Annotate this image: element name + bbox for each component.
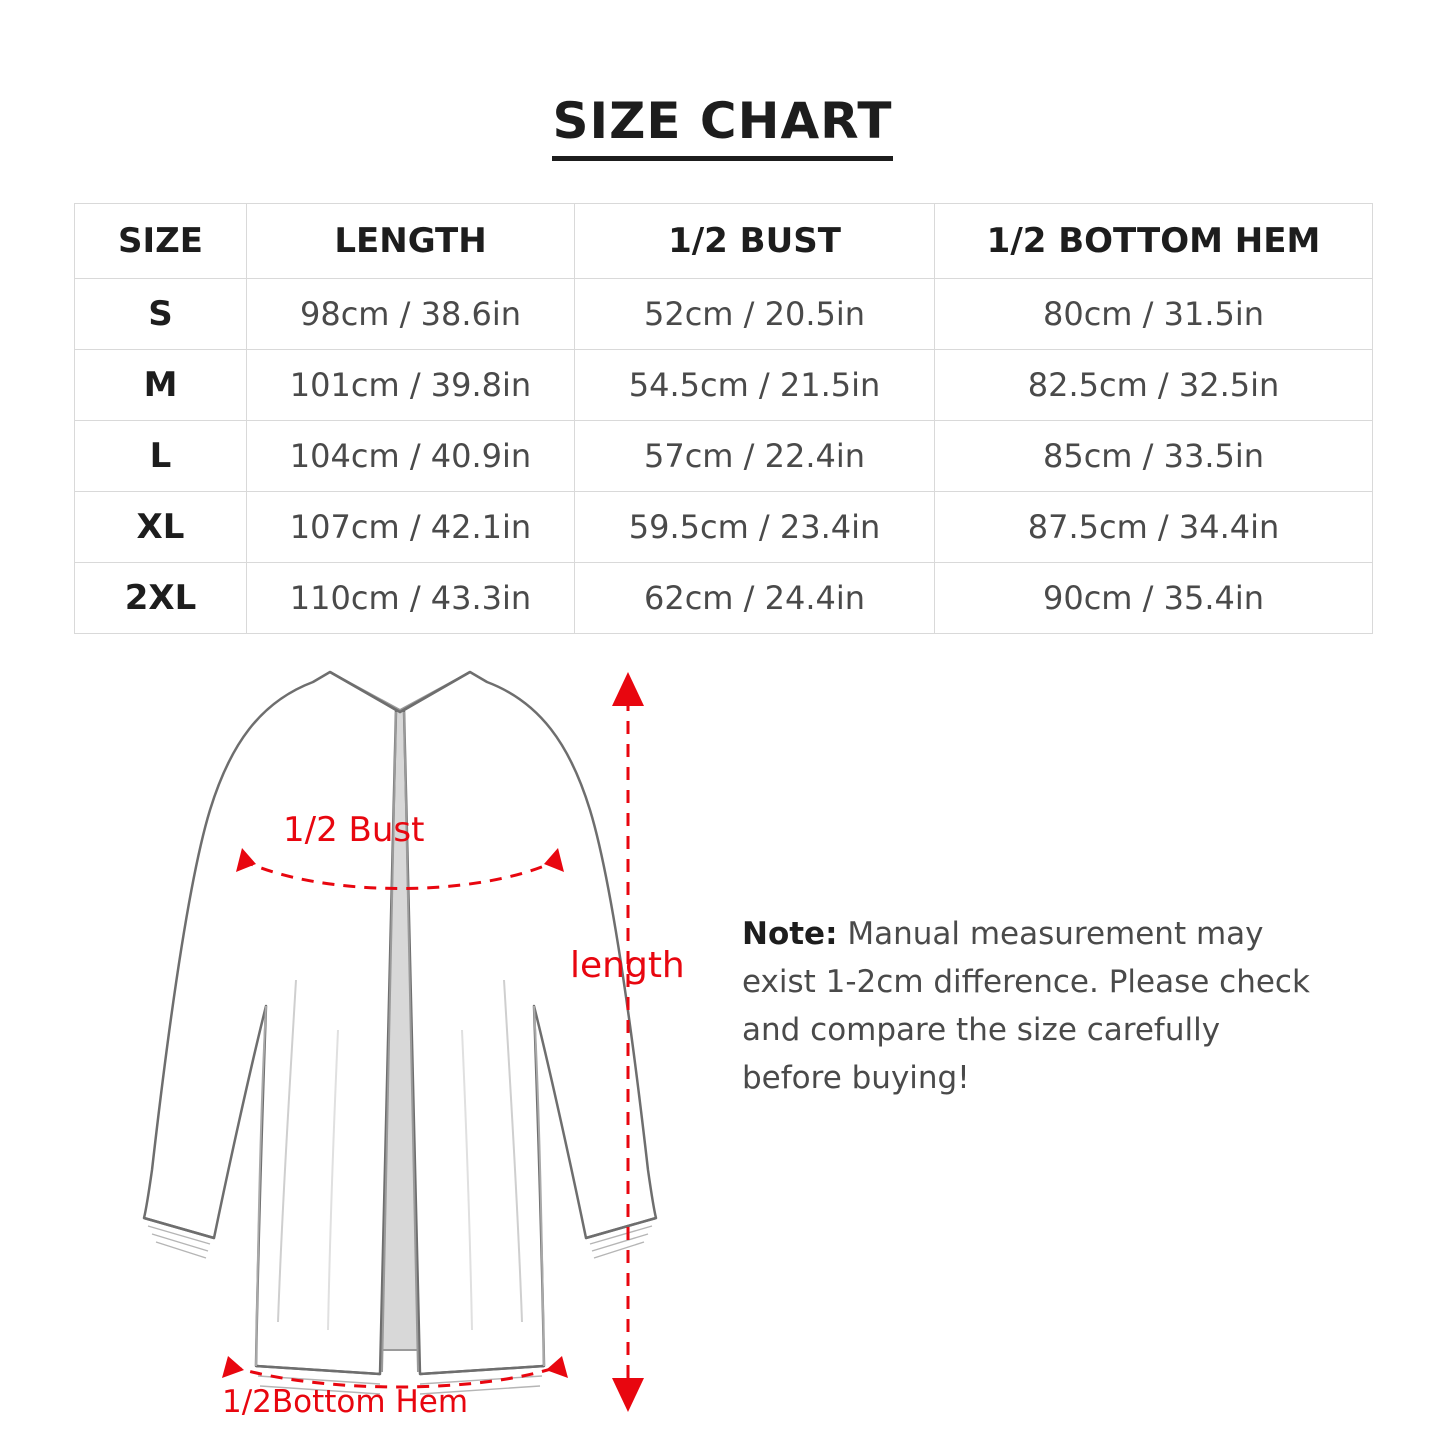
cell-half-bust: 52cm / 20.5in <box>575 279 935 350</box>
column-header-length: LENGTH <box>247 204 575 279</box>
cell-size: S <box>75 279 247 350</box>
cell-half-bottom-hem: 80cm / 31.5in <box>935 279 1373 350</box>
cell-half-bottom-hem: 90cm / 35.4in <box>935 563 1373 634</box>
page-title <box>0 92 1445 150</box>
cell-size: M <box>75 350 247 421</box>
cell-size: XL <box>75 492 247 563</box>
page-title-text: SIZE CHART <box>552 92 892 161</box>
table-row <box>75 350 1373 421</box>
cell-size: L <box>75 421 247 492</box>
bust-measure-label: 1/2 Bust <box>283 810 425 850</box>
size-chart-table <box>74 203 1373 634</box>
hem-measure-label: 1/2Bottom Hem <box>222 1384 469 1420</box>
size-chart-table-wrapper <box>74 203 1372 634</box>
cell-half-bottom-hem: 85cm / 33.5in <box>935 421 1373 492</box>
table-header-row <box>75 204 1373 279</box>
note-body: Manual measurement may exist 1-2cm difference. Please check and compare the size carefully before buying! <box>742 916 1310 1097</box>
cell-length: 98cm / 38.6in <box>247 279 575 350</box>
cell-half-bottom-hem: 82.5cm / 32.5in <box>935 350 1373 421</box>
table-row <box>75 492 1373 563</box>
cell-size: 2XL <box>75 563 247 634</box>
column-header-size: SIZE <box>75 204 247 279</box>
cell-length: 110cm / 43.3in <box>247 563 575 634</box>
table-row <box>75 279 1373 350</box>
column-header-half-bust: 1/2 BUST <box>575 204 935 279</box>
length-arrow-icon <box>600 672 656 1412</box>
table-row <box>75 421 1373 492</box>
cell-half-bottom-hem: 87.5cm / 34.4in <box>935 492 1373 563</box>
length-measure-label: length <box>570 945 685 986</box>
cell-half-bust: 62cm / 24.4in <box>575 563 935 634</box>
cell-half-bust: 59.5cm / 23.4in <box>575 492 935 563</box>
cell-half-bust: 57cm / 22.4in <box>575 421 935 492</box>
note-text <box>742 910 1322 1102</box>
cell-length: 107cm / 42.1in <box>247 492 575 563</box>
table-row <box>75 563 1373 634</box>
note-prefix: Note: <box>742 916 838 952</box>
cell-length: 101cm / 39.8in <box>247 350 575 421</box>
column-header-half-bottom-hem: 1/2 BOTTOM HEM <box>935 204 1373 279</box>
cell-length: 104cm / 40.9in <box>247 421 575 492</box>
cell-half-bust: 54.5cm / 21.5in <box>575 350 935 421</box>
